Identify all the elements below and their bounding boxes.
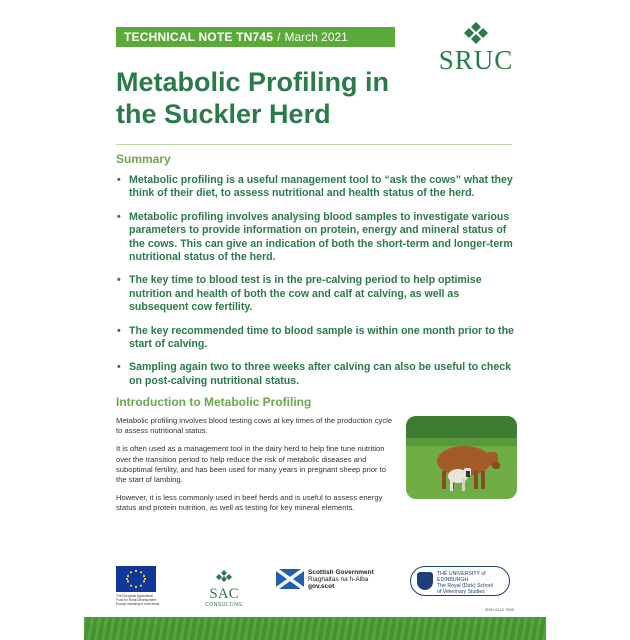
eu-caption: The European Agricultural Fund for Rural Development: Europe investing in rural areas (116, 594, 160, 606)
scotgov-line-1: Scottish Government (308, 569, 374, 576)
summary-bullet-text: The key time to blood test is in the pre-calving period to help optimise nutrition and health of both the cow and calf at calving, as well as subsequent cow fertility. (129, 274, 482, 314)
edinburgh-text (437, 571, 507, 595)
banner-separator: / (277, 30, 281, 44)
summary-bullet (116, 361, 516, 388)
title-line-1: Metabolic Profiling in (116, 67, 390, 97)
sruc-logo-text: SRUC (438, 45, 514, 75)
eu-logo (116, 566, 160, 606)
scottish-government-logo (276, 569, 386, 593)
technical-note-banner (116, 27, 395, 47)
sac-wordmark: SAC (209, 586, 239, 602)
sac-consulting-logo (204, 569, 244, 608)
scotgov-line-3: gov.scot (308, 583, 335, 591)
sruc-logo (436, 22, 516, 74)
intro-body (116, 416, 398, 522)
summary-bullet (116, 174, 516, 201)
university-of-edinburgh-logo (410, 566, 510, 596)
bullet-icon: • (117, 274, 121, 287)
summary-bullet-text: Sampling again two to three weeks after calving can also be useful to check on post-calving nutritional status. (129, 361, 512, 387)
document-page (84, 0, 546, 640)
summary-bullet-text: Metabolic profiling is a useful management tool to “ask the cows” what they think of their diet, to assess nutritional and health status of the herd. (129, 174, 513, 200)
title-line-2: the Suckler Herd (116, 99, 331, 129)
bullet-icon: • (117, 361, 121, 374)
bullet-icon: • (117, 324, 121, 337)
edinburgh-crest-icon (417, 572, 433, 590)
summary-bullet-text: Metabolic profiling involves analysing blood samples to investigate various parameters to provide information on protein, energy and mineral status of the cows. This can give an indication of both the short-term and longer-term nutritional status of the herd. (129, 210, 513, 264)
intro-paragraph: Metabolic profiling involves blood testing cows at key times of the production cycle to assess nutritional status. (116, 416, 393, 436)
intro-heading: Introduction to Metabolic Profiling (116, 395, 312, 409)
edinburgh-line-1: THE UNIVERSITY of EDINBURGH (437, 571, 486, 583)
eu-flag-icon (116, 566, 156, 592)
intro-paragraph: It is often used as a management tool in the dairy herd to help fine tune nutrition over the transition period to help reduce the risk of metabolic diseases and suboptimal fertility, and has been used for many years in pregnant sheep prior to the start of lambing. (116, 444, 387, 485)
summary-bullet-text: The key recommended time to blood sample is within one month prior to the start of calving. (129, 324, 514, 351)
bullet-icon: • (117, 174, 121, 186)
scotgov-text (308, 569, 374, 591)
summary-bullet (116, 211, 516, 265)
sruc-diamond-icon (461, 22, 491, 44)
grass-texture (84, 617, 546, 640)
saltire-flag-icon (276, 569, 304, 589)
document-reference: ISSN 0142 7695 (484, 607, 514, 612)
bullet-icon: • (117, 210, 121, 223)
sac-subtext: CONSULTING (205, 602, 243, 608)
page-title (116, 66, 426, 130)
publication-date: March 2021 (284, 30, 348, 44)
grass-footer-band (84, 617, 546, 640)
summary-heading: Summary (116, 152, 171, 166)
partner-logos (116, 566, 516, 616)
sac-diamond-icon (215, 570, 233, 582)
technical-note-label: TECHNICAL NOTE TN745 (124, 30, 274, 44)
intro-paragraph: However, it is less commonly used in beef herds and is useful to assess energy status and protein nutrition, as well as testing for key mineral elements. (116, 493, 383, 513)
cow-and-calf-photo (406, 416, 517, 499)
divider (116, 144, 512, 145)
summary-bullet (116, 325, 516, 352)
scotgov-line-2: Riaghaltas na h-Alba (308, 576, 369, 584)
edinburgh-line-2: The Royal (Dick) School (437, 583, 493, 589)
summary-bullet (116, 274, 516, 314)
summary-list (116, 174, 516, 398)
edinburgh-line-3: of Veterinary Studies (437, 589, 485, 595)
